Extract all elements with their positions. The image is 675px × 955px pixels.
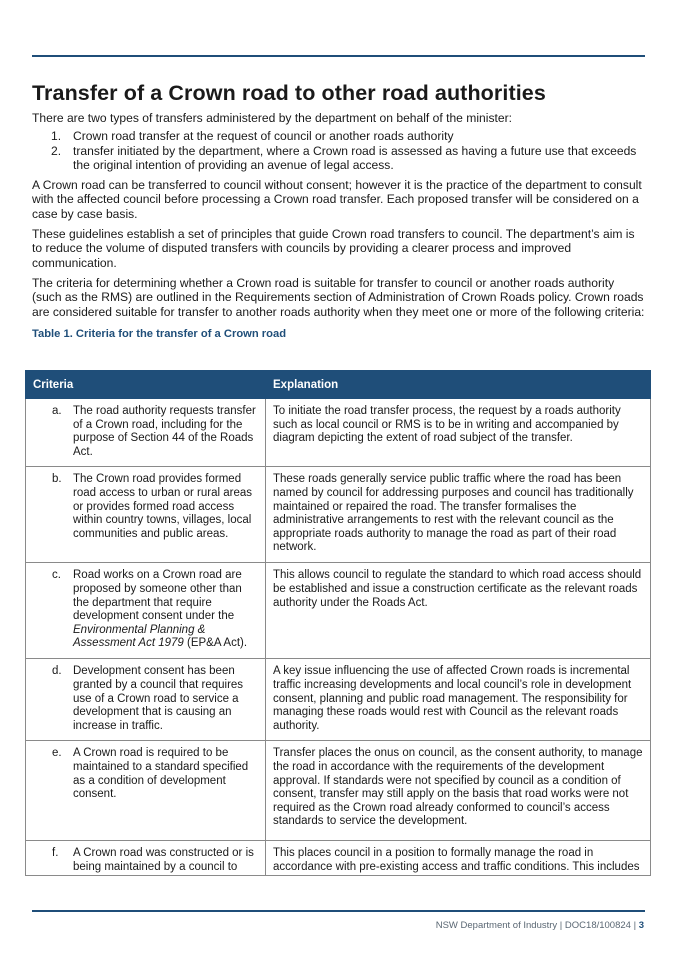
criteria-cell bbox=[26, 399, 266, 467]
footer-rule bbox=[32, 910, 645, 912]
criteria-letter: c. bbox=[52, 569, 61, 582]
criteria-letter: d. bbox=[52, 665, 62, 678]
table-header-row bbox=[26, 371, 651, 399]
criteria-cell bbox=[26, 467, 266, 563]
criteria-text-before: Road works on a Crown road are proposed by someone other than the department that require development consent under the bbox=[73, 569, 242, 623]
list-number: 2. bbox=[51, 143, 62, 158]
table-caption: Table 1. Criteria for the transfer of a Crown road bbox=[32, 327, 287, 340]
criteria-cell bbox=[26, 659, 266, 741]
criteria-table bbox=[25, 370, 651, 876]
criteria-text-after: (EP&A Act). bbox=[183, 637, 248, 650]
criteria-letter: a. bbox=[52, 405, 62, 417]
explanation-cell: This places council in a position to formally manage the road in accordance with pre-existing access and traffic conditions. This includes bbox=[266, 841, 651, 875]
act-title: Environmental Planning & Assessment Act 1979 bbox=[73, 623, 206, 650]
list-item bbox=[32, 144, 645, 173]
transfer-types-list bbox=[32, 129, 645, 172]
criteria-text: A Crown road was constructed or is being maintained by a council to bbox=[73, 847, 254, 873]
footer-separator: | bbox=[630, 920, 639, 931]
page-title: Transfer of a Crown road to other road authorities bbox=[32, 81, 546, 105]
criteria-letter: f. bbox=[52, 847, 59, 860]
consent-paragraph: A Crown road can be transferred to council without consent; however it is the practice of the department to consult with the affected council before processing a Crown road transfer. Each proposed transfer will be considered on a case by case basis. bbox=[32, 178, 642, 221]
explanation-cell: Transfer places the onus on council, as the consent authority, to manage the road in accordance with the requirements of the development approval. If standards were not specified by council as a condition of consent, transfer may still apply on the basis that road works were not required as the Crown road already conformed to council’s access standards to service the development. bbox=[266, 741, 651, 841]
page-footer bbox=[436, 920, 644, 931]
footer-separator: | bbox=[557, 920, 565, 931]
header-rule bbox=[32, 55, 645, 57]
guidelines-paragraph: These guidelines establish a set of principles that guide Crown road transfers to council. The department’s aim is to reduce the volume of disputed transfers with councils by providing a clearer process and improved communication. bbox=[32, 227, 635, 270]
criteria-cell bbox=[26, 841, 266, 875]
criteria-text: Development consent has been granted by a council that requires use of a Crown road to service a development that is causing an increase in traffic. bbox=[73, 665, 244, 732]
footer-doc-id: DOC18/100824 bbox=[564, 920, 631, 931]
list-number: 1. bbox=[51, 129, 62, 144]
explanation-cell: A key issue influencing the use of affected Crown roads is incremental traffic increasing developments and local council’s role in development consent, planning and public road management. The responsibility for managing these roads would rest with Council as the relevant roads authority. bbox=[266, 659, 651, 741]
criteria-cell bbox=[26, 741, 266, 841]
footer-org: NSW Department of Industry bbox=[435, 920, 558, 931]
table-row bbox=[26, 467, 651, 563]
criteria-cell bbox=[26, 563, 266, 659]
list-text: transfer initiated by the department, where a Crown road is assessed as having a future use that exceeds the original intention of providing an avenue of legal access. bbox=[73, 143, 637, 172]
explanation-cell: These roads generally service public traffic where the road has been named by council for addressing purposes and council has traditionally maintained or repaired the road. The transfer formalises the administrative arrangements to rest with the relevant council as the appropriate roads authority to manage the road as part of their road network. bbox=[266, 467, 651, 563]
table-row bbox=[26, 399, 651, 467]
criteria-text: The Crown road provides formed road access to urban or rural areas or provides formed road access within country towns, villages, local communities and public areas. bbox=[73, 473, 252, 540]
explanation-cell: This allows council to regulate the standard to which road access should be established and issue a construction certificate as the relevant roads authority under the Roads Act. bbox=[266, 563, 651, 659]
table-row bbox=[26, 659, 651, 741]
header-criteria: Criteria bbox=[26, 371, 266, 399]
header-explanation: Explanation bbox=[266, 371, 651, 399]
table-row bbox=[26, 563, 651, 659]
list-item bbox=[32, 129, 645, 143]
list-text: Crown road transfer at the request of council or another roads authority bbox=[73, 129, 454, 144]
intro-paragraph: There are two types of transfers administered by the department on behalf of the minister: bbox=[32, 111, 512, 125]
explanation-cell: To initiate the road transfer process, the request by a roads authority such as local council or RMS is to be in writing and accompanied by diagram depicting the extent of road subject of the transfer. bbox=[266, 399, 651, 467]
table-row bbox=[26, 841, 651, 875]
criteria-text: The road authority requests transfer of a Crown road, including for the purpose of Section 44 of the Roads Act. bbox=[73, 405, 256, 458]
page-number: 3 bbox=[638, 920, 644, 931]
table-row bbox=[26, 741, 651, 841]
criteria-letter: b. bbox=[52, 473, 62, 486]
criteria-text: A Crown road is required to be maintained to a standard specified as a condition of development consent. bbox=[73, 747, 249, 801]
criteria-paragraph: The criteria for determining whether a Crown road is suitable for transfer to council or another roads authority (such as the RMS) are outlined in the Requirements section of Administration of Crown Roads policy. Crown roads are considered suitable for transfer to another roads authority when they meet one or more of the following criteria: bbox=[32, 275, 645, 319]
page-content bbox=[32, 80, 645, 341]
criteria-letter: e. bbox=[52, 747, 62, 760]
